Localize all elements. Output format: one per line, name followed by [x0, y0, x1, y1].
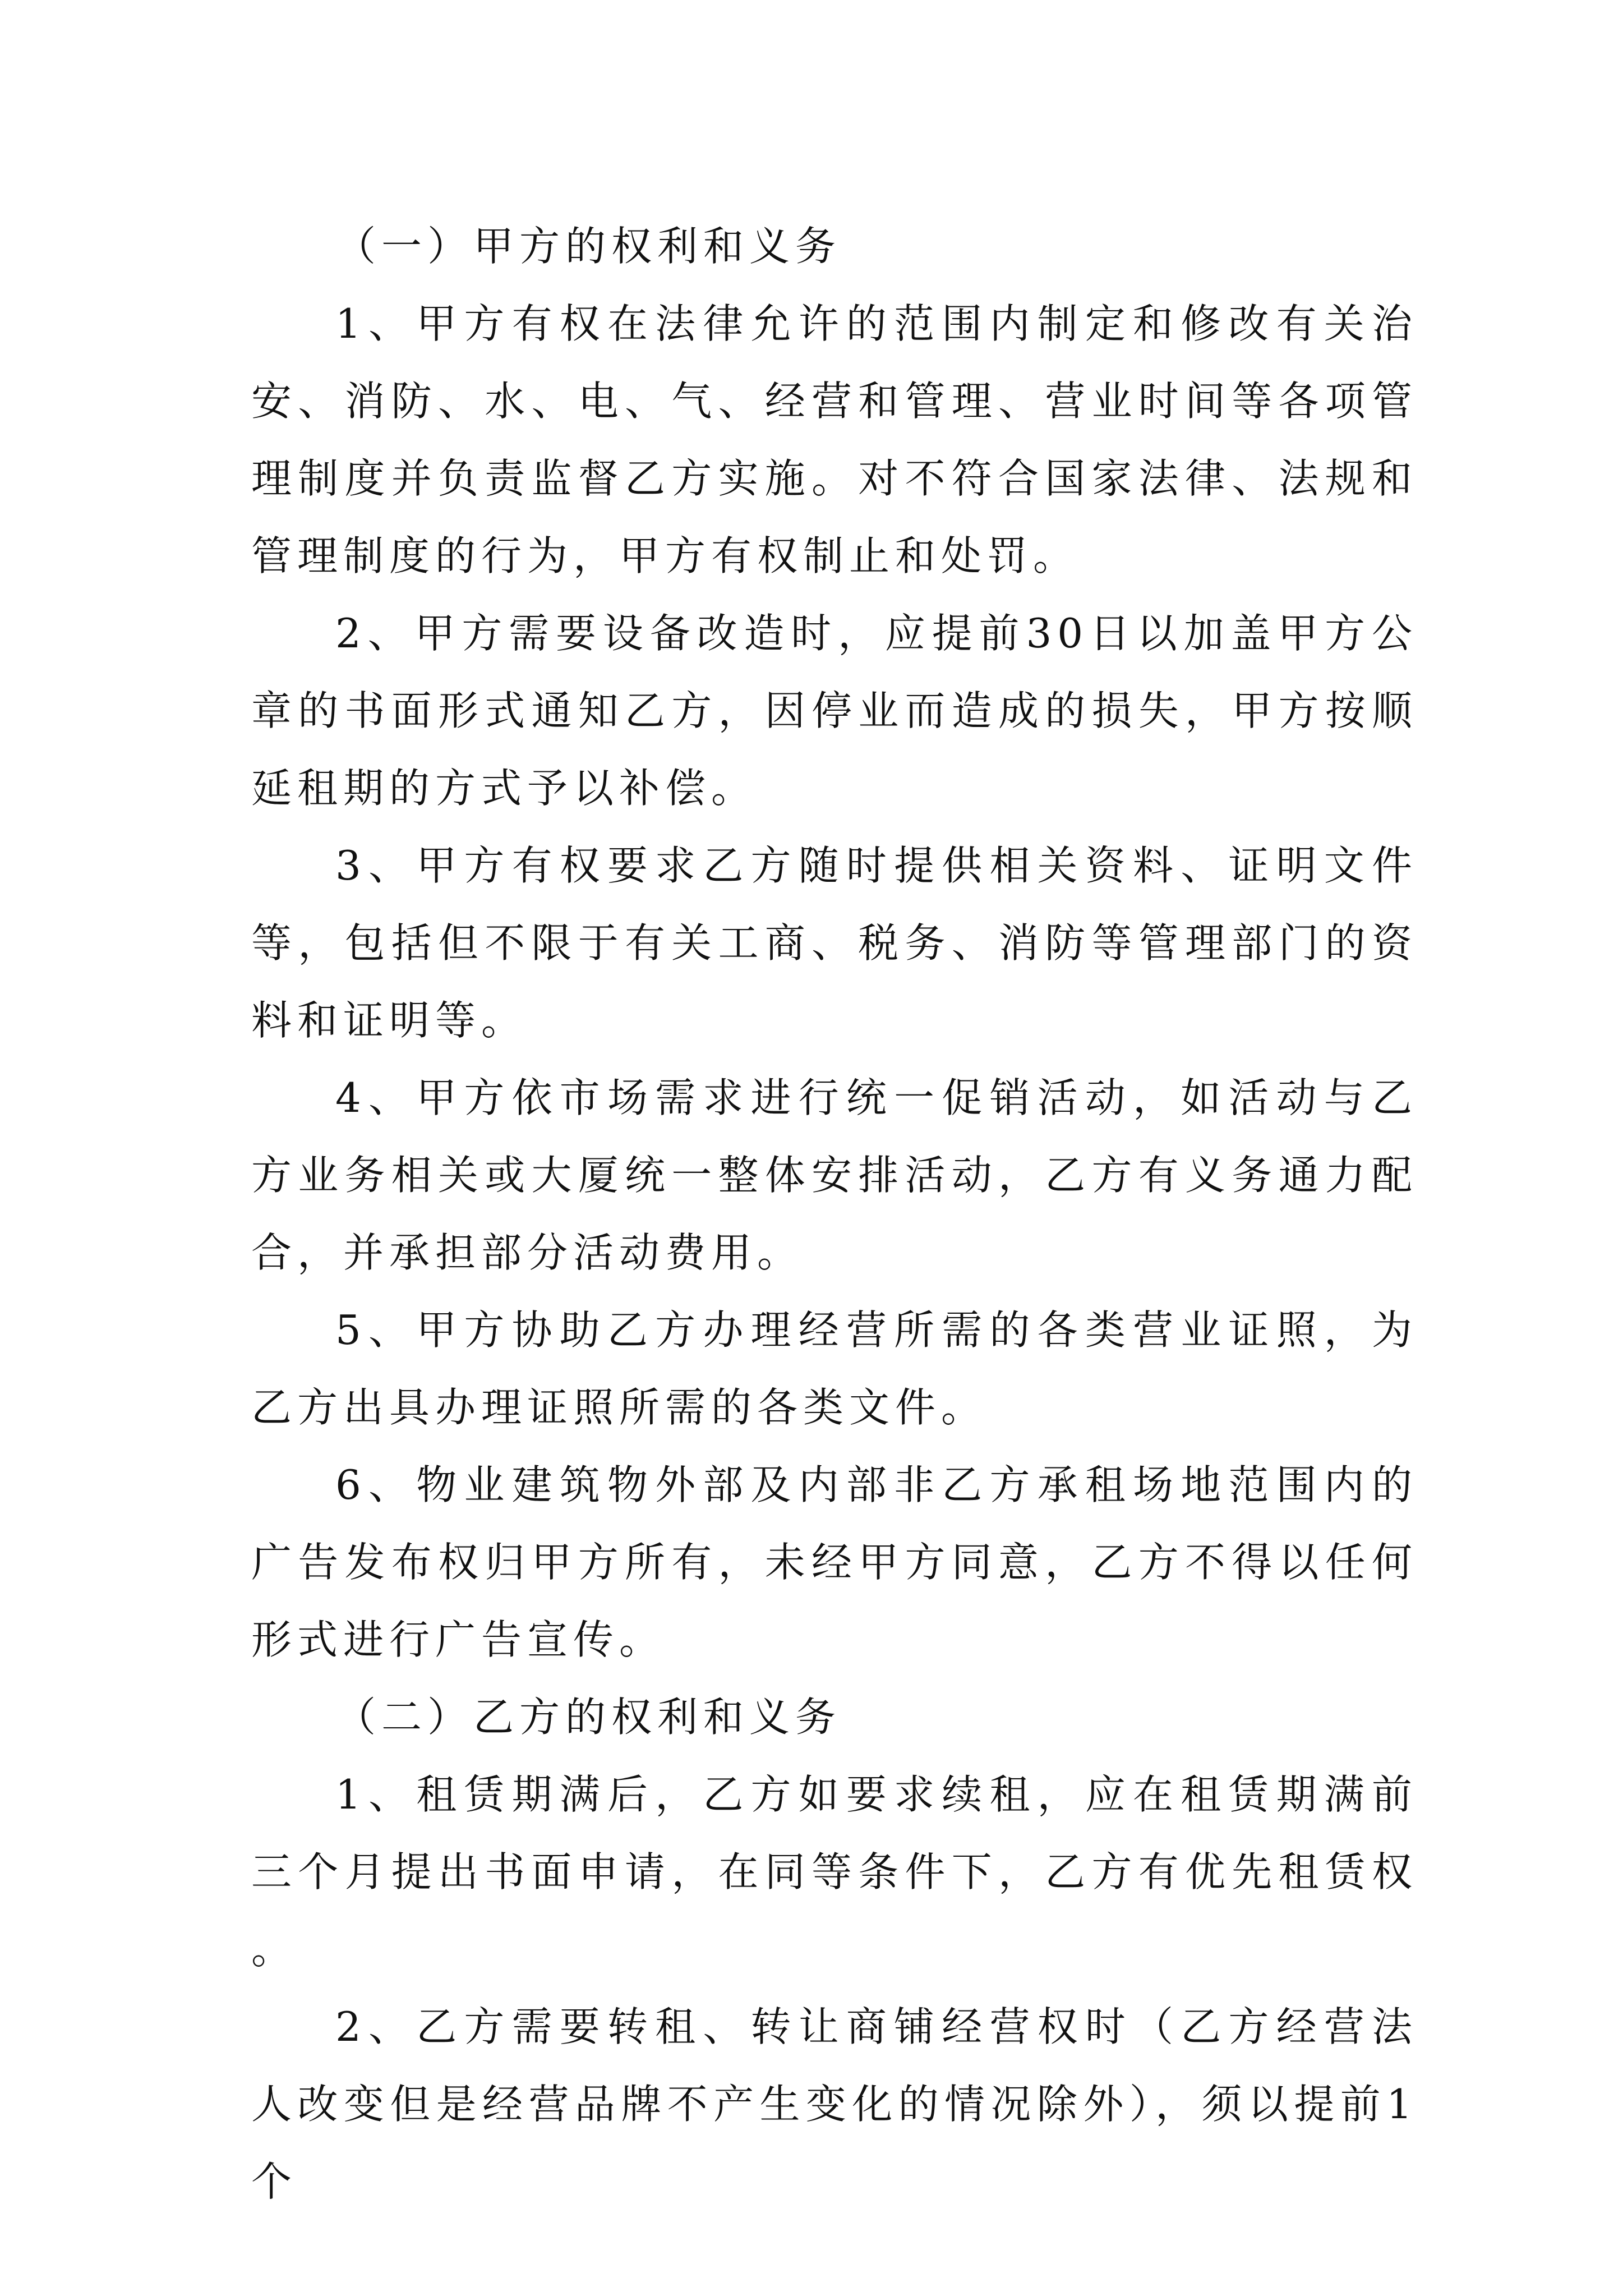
party-b-clause-2: 2、乙方需要转租、转让商铺经营权时（乙方经营法人改变但是经营品牌不产生变化的情况除外），须以提前1个 [251, 2003, 1418, 2205]
party-b-clause-1: 1、租赁期满后，乙方如要求续租，应在租赁期满前三个月提出书面申请，在同等条件下，乙方有优先租赁权。 [251, 1771, 1418, 1973]
party-a-clause-6: 6、物业建筑物外部及内部非乙方承租场地范围内的广告发布权归甲方所有，未经甲方同意，乙方不得以任何形式进行广告宣传。 [251, 1461, 1418, 1663]
party-a-clause-3: 3、甲方有权要求乙方随时提供相关资料、证明文件等，包括但不限于有关工商、税务、消防等管理部门的资料和证明等。 [251, 842, 1418, 1044]
section-heading-party-b: （二）乙方的权利和义务 [335, 1694, 842, 1741]
document-body [251, 208, 1418, 2220]
section-heading-party-a: （一）甲方的权利和义务 [335, 223, 842, 270]
party-a-clause-4: 4、甲方依市场需求进行统一促销活动，如活动与乙方业务相关或大厦统一整体安排活动，乙方有义务通力配合，并承担部分活动费用。 [251, 1074, 1418, 1276]
party-a-clause-1: 1、甲方有权在法律允许的范围内制定和修改有关治安、消防、水、电、气、经营和管理、营业时间等各项管理制度并负责监督乙方实施。对不符合国家法律、法规和管理制度的行为，甲方有权制止和处罚。 [251, 300, 1418, 579]
party-a-clause-2: 2、甲方需要设备改造时，应提前30日以加盖甲方公章的书面形式通知乙方，因停业而造成的损失，甲方按顺延租期的方式予以补偿。 [251, 610, 1418, 812]
party-a-clause-5: 5、甲方协助乙方办理经营所需的各类营业证照，为乙方出具办理证照所需的各类文件。 [251, 1306, 1418, 1431]
